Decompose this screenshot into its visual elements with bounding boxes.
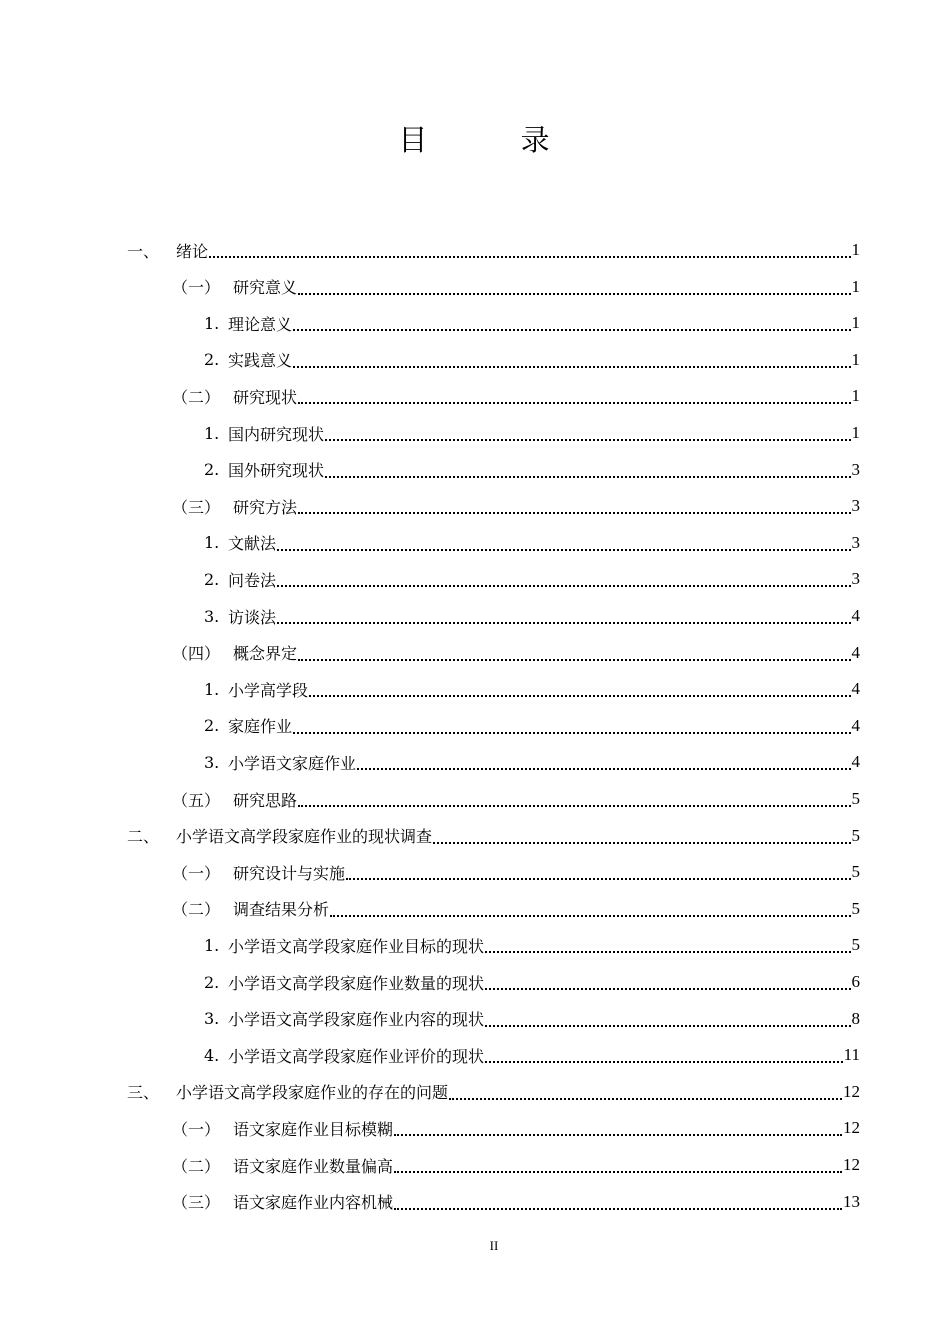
- toc-entry-number: （三）: [172, 497, 221, 517]
- toc-dot-leader: [298, 805, 850, 807]
- toc-dot-leader: [293, 732, 850, 734]
- toc-dot-leader: [325, 439, 850, 441]
- toc-entry-title: 研究现状: [233, 387, 298, 407]
- toc-entry[interactable]: [127, 818, 860, 854]
- toc-entry-page: 4: [851, 642, 860, 662]
- toc-entry-number: （二）: [172, 900, 221, 920]
- toc-dot-leader: [485, 1025, 850, 1027]
- toc-entry-page: 12: [843, 1155, 860, 1174]
- toc-entry-page: 1: [851, 313, 860, 333]
- toc-entry[interactable]: [204, 1001, 860, 1037]
- toc-entry-page: 3: [851, 496, 860, 516]
- toc-entry-page: 4: [851, 679, 860, 699]
- toc-entry-page: 1: [851, 240, 860, 259]
- toc-entry-page: 4: [851, 715, 860, 735]
- toc-dot-leader: [357, 768, 850, 770]
- toc-entry-page: 5: [851, 935, 860, 955]
- toc-entry-number: （一）: [172, 278, 221, 298]
- toc-entry-title: 小学语文高学段家庭作业评价的现状: [228, 1046, 485, 1066]
- toc-dot-leader: [309, 695, 850, 697]
- toc-entry-number: 1.: [204, 423, 220, 443]
- toc-entry[interactable]: [127, 1074, 860, 1110]
- toc-entry-page: 3: [851, 459, 860, 479]
- toc-entry[interactable]: [204, 452, 860, 488]
- toc-entry[interactable]: [204, 525, 860, 561]
- toc-entry[interactable]: [204, 964, 860, 1000]
- toc-entry-title: 概念界定: [233, 644, 298, 664]
- toc-entry[interactable]: [204, 598, 860, 634]
- toc-entry-number: 3.: [204, 606, 220, 626]
- toc-entry-number: （五）: [172, 790, 221, 810]
- toc-entry-number: （一）: [172, 1119, 221, 1139]
- toc-dot-leader: [330, 915, 850, 917]
- toc-entry-title: 小学语文高学段家庭作业的存在的问题: [176, 1083, 449, 1103]
- toc-entry[interactable]: [204, 708, 860, 744]
- page-number: II: [489, 1238, 499, 1253]
- toc-entry-title: 研究意义: [233, 278, 298, 298]
- toc-dot-leader: [325, 476, 850, 478]
- toc-entry[interactable]: [172, 635, 860, 671]
- toc-entry[interactable]: [172, 891, 860, 927]
- toc-entry[interactable]: [172, 378, 860, 414]
- toc-entry-title: 家庭作业: [228, 717, 293, 737]
- toc-dot-leader: [394, 1208, 842, 1210]
- toc-entry-title: 研究思路: [233, 790, 298, 810]
- toc-entry[interactable]: [204, 342, 860, 378]
- toc-entry[interactable]: [204, 415, 860, 451]
- toc-entry-page: 12: [843, 1118, 860, 1138]
- toc-entry-number: 3.: [204, 752, 220, 772]
- toc-entry-title: 小学语文高学段家庭作业的现状调查: [176, 827, 433, 847]
- toc-entry[interactable]: [204, 927, 860, 963]
- toc-dot-leader: [298, 293, 850, 295]
- toc-dot-leader: [209, 256, 850, 258]
- toc-entry[interactable]: [172, 269, 860, 305]
- toc-entry-number: 2.: [204, 460, 220, 480]
- toc-entry-number: 1.: [204, 533, 220, 553]
- toc-dot-leader: [485, 951, 850, 953]
- toc-dot-leader: [298, 512, 850, 514]
- toc-entry-title: 国内研究现状: [228, 424, 325, 444]
- toc-entry[interactable]: [204, 561, 860, 597]
- toc-entry-number: 1.: [204, 313, 220, 333]
- toc-entry[interactable]: [172, 1147, 860, 1183]
- toc-entry-page: 12: [843, 1081, 860, 1101]
- toc-dot-leader: [433, 842, 850, 844]
- toc-entry-number: 三、: [127, 1083, 160, 1103]
- toc-entry-number: 一、: [127, 241, 160, 261]
- toc-entry[interactable]: [127, 232, 860, 268]
- toc-entry-title: 访谈法: [228, 607, 277, 627]
- toc-entry-page: 4: [851, 606, 860, 625]
- toc-entry[interactable]: [204, 1037, 860, 1073]
- toc-entry-page: 1: [851, 276, 860, 296]
- toc-entry-number: 4.: [204, 1045, 220, 1065]
- toc-dot-leader: [346, 878, 850, 880]
- toc-entry-page: 5: [851, 898, 860, 918]
- toc-entry-number: 3.: [204, 1009, 220, 1029]
- toc-entry-number: （四）: [172, 644, 221, 664]
- toc-entry-title: 文献法: [228, 534, 277, 554]
- toc-entry[interactable]: [172, 1184, 860, 1220]
- toc-entry[interactable]: [204, 305, 860, 341]
- toc-entry-number: 1.: [204, 679, 220, 699]
- toc-dot-leader: [485, 988, 850, 990]
- toc-entry-title: 小学语文高学段家庭作业数量的现状: [228, 973, 485, 993]
- toc-entry-page: 11: [843, 1045, 860, 1065]
- toc-entry-title: 语文家庭作业内容机械: [233, 1193, 394, 1213]
- toc-entry-title: 理论意义: [228, 314, 293, 334]
- toc-entry-title: 国外研究现状: [228, 461, 325, 481]
- toc-entry-number: （二）: [172, 1156, 221, 1176]
- toc-dot-leader: [485, 1061, 843, 1063]
- toc-entry-page: 8: [851, 1008, 860, 1028]
- toc-entry-title: 问卷法: [228, 570, 277, 590]
- toc-entry-number: 1.: [204, 935, 220, 955]
- toc-entry-number: （二）: [172, 387, 221, 407]
- toc-entry-page: 1: [851, 386, 860, 406]
- toc-entry-title: 语文家庭作业数量偏高: [233, 1156, 394, 1176]
- toc-dot-leader: [394, 1171, 842, 1173]
- toc-dot-leader: [449, 1098, 842, 1100]
- toc-entry[interactable]: [172, 1110, 860, 1146]
- toc-entry-title: 小学语文高学段家庭作业目标的现状: [228, 936, 485, 956]
- toc-entry-title: 小学高学段: [228, 680, 309, 700]
- toc-entry-page: 3: [851, 532, 860, 552]
- toc-entry-page: 5: [851, 862, 860, 882]
- toc-entry-page: 4: [851, 752, 860, 772]
- toc-dot-leader: [277, 622, 850, 624]
- toc-entry[interactable]: [172, 781, 860, 817]
- toc-entry-page: 13: [843, 1191, 860, 1211]
- toc-entry-title: 小学语文高学段家庭作业内容的现状: [228, 1010, 485, 1030]
- toc-entry-title: 研究方法: [233, 497, 298, 517]
- toc-entry-page: 5: [851, 789, 860, 808]
- toc-dot-leader: [394, 1134, 842, 1136]
- toc-entry[interactable]: [172, 854, 860, 890]
- toc-entry-title: 语文家庭作业目标模糊: [233, 1119, 394, 1139]
- toc-entry[interactable]: [204, 671, 860, 707]
- toc-entry-number: （一）: [172, 863, 221, 883]
- toc-dot-leader: [298, 659, 850, 661]
- toc-dot-leader: [277, 549, 850, 551]
- toc-entry-title: 小学语文家庭作业: [228, 753, 357, 773]
- page-title: 目 录: [398, 123, 592, 157]
- toc-dot-leader: [277, 585, 850, 587]
- toc-entry-title: 调查结果分析: [233, 900, 330, 920]
- toc-entry-number: 2.: [204, 972, 220, 992]
- toc-entry-page: 1: [851, 423, 860, 442]
- toc-dot-leader: [298, 402, 850, 404]
- toc-entry-number: 2.: [204, 569, 220, 589]
- toc-entry-number: 2.: [204, 350, 220, 370]
- toc-entry-page: 1: [851, 349, 860, 369]
- toc-entry-page: 5: [851, 825, 860, 845]
- toc-dot-leader: [293, 366, 850, 368]
- toc-entry-number: 2.: [204, 716, 220, 736]
- toc-entry[interactable]: [172, 488, 860, 524]
- toc-entry-page: 6: [851, 972, 860, 991]
- toc-dot-leader: [293, 329, 850, 331]
- toc-entry-title: 研究设计与实施: [233, 863, 346, 883]
- toc-entry-number: 二、: [127, 827, 160, 847]
- toc-entry-title: 绪论: [176, 241, 209, 261]
- toc-entry-page: 3: [851, 569, 860, 589]
- toc-entry-title: 实践意义: [228, 351, 293, 371]
- toc-entry[interactable]: [204, 744, 860, 780]
- toc-entry-number: （三）: [172, 1193, 221, 1213]
